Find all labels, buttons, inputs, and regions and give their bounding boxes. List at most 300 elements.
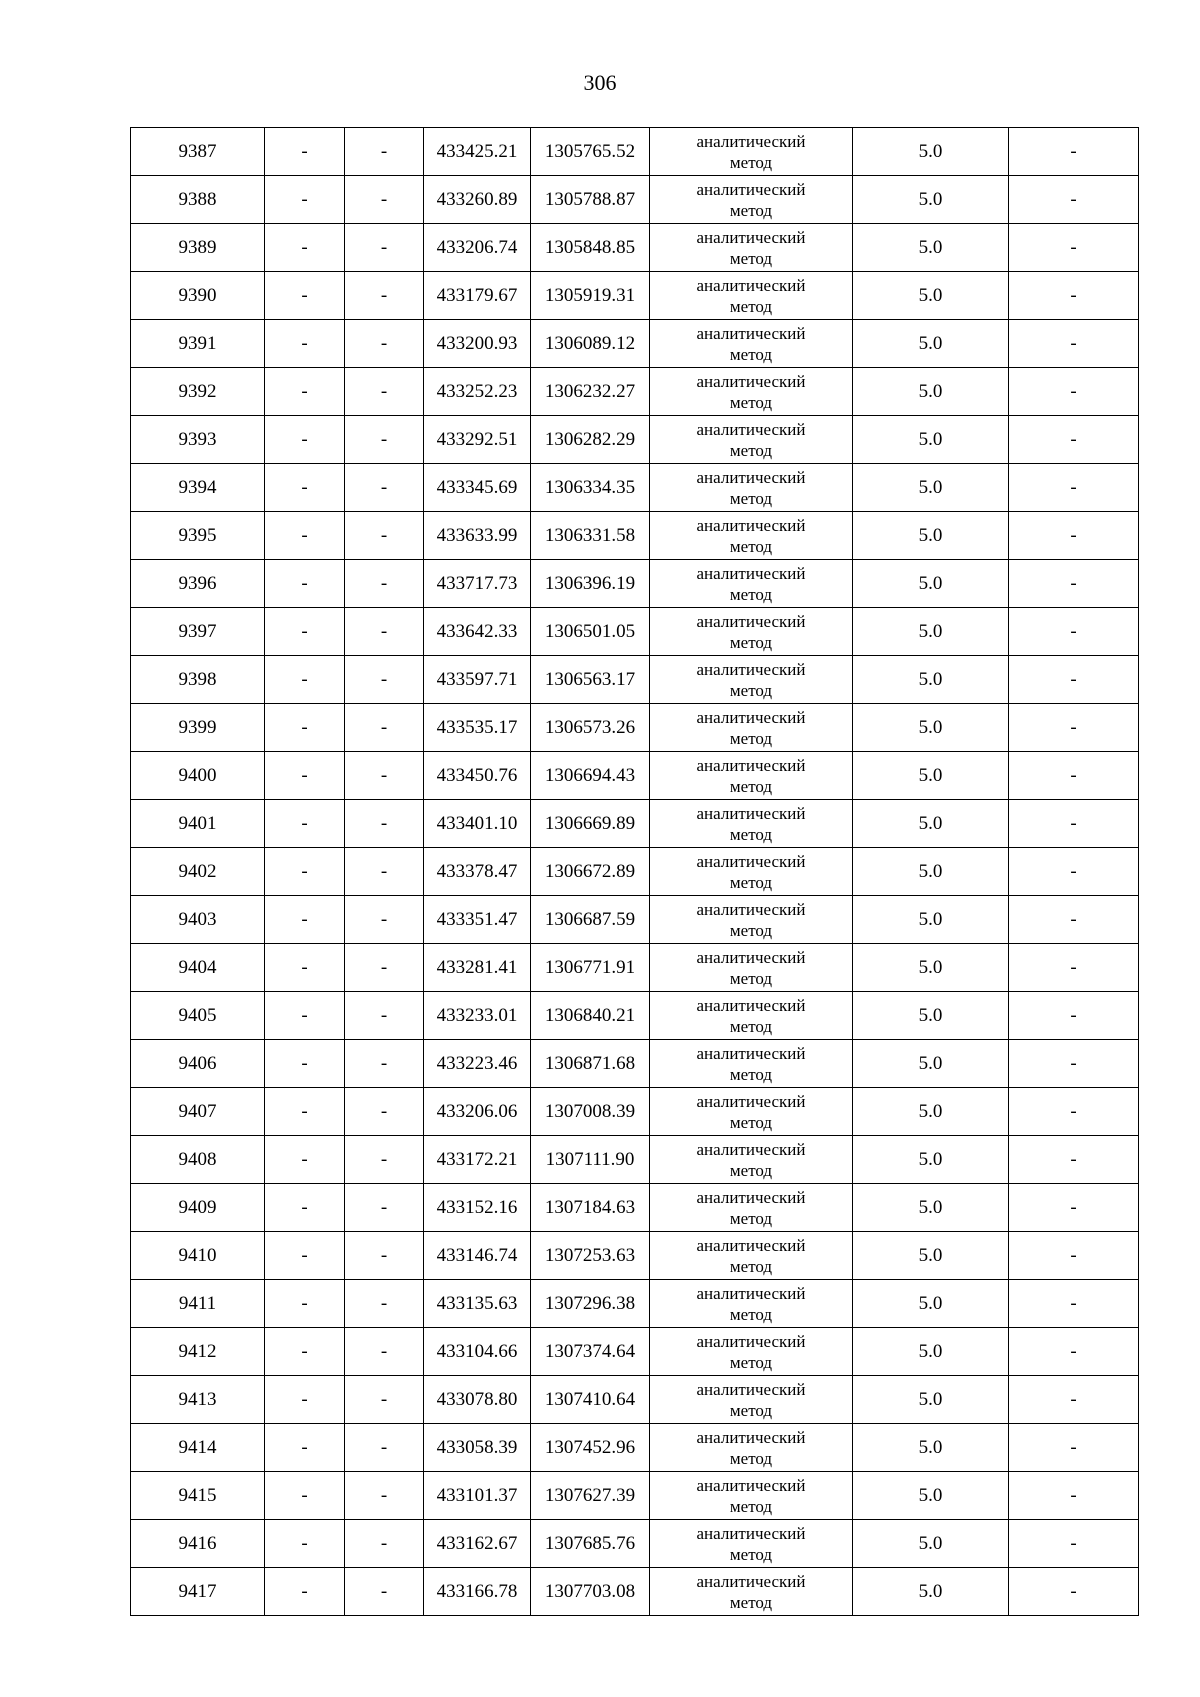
method-line-1: аналитический [696, 1523, 806, 1543]
y-coordinate-cell: 1306396.19 [531, 560, 650, 608]
empty-value-cell: - [265, 512, 345, 560]
table-row [131, 1136, 1139, 1184]
empty-value-cell: - [1009, 752, 1139, 800]
empty-value-cell: - [1009, 1328, 1139, 1376]
point-number-cell: 9405 [131, 992, 265, 1040]
method-line-2: метод [729, 1016, 773, 1036]
point-number-cell: 9395 [131, 512, 265, 560]
method-cell [650, 992, 853, 1040]
method-line-1: аналитический [696, 1283, 806, 1303]
x-coordinate-cell: 433292.51 [424, 416, 531, 464]
accuracy-cell: 5.0 [853, 1568, 1009, 1616]
y-coordinate-cell: 1307184.63 [531, 1184, 650, 1232]
method-cell [650, 752, 853, 800]
empty-value-cell: - [1009, 512, 1139, 560]
table-row [131, 1520, 1139, 1568]
point-number-cell: 9407 [131, 1088, 265, 1136]
x-coordinate-cell: 433200.93 [424, 320, 531, 368]
y-coordinate-cell: 1306687.59 [531, 896, 650, 944]
method-cell [650, 1568, 853, 1616]
point-number-cell: 9412 [131, 1328, 265, 1376]
accuracy-cell: 5.0 [853, 1280, 1009, 1328]
table-row [131, 368, 1139, 416]
method-line-1: аналитический [696, 1331, 806, 1351]
table-row [131, 752, 1139, 800]
accuracy-cell: 5.0 [853, 1184, 1009, 1232]
x-coordinate-cell: 433401.10 [424, 800, 531, 848]
method-line-1: аналитический [696, 707, 806, 727]
method-cell [650, 1184, 853, 1232]
accuracy-cell: 5.0 [853, 1472, 1009, 1520]
method-line-1: аналитический [696, 1235, 806, 1255]
accuracy-cell: 5.0 [853, 656, 1009, 704]
empty-value-cell: - [1009, 1472, 1139, 1520]
y-coordinate-cell: 1307111.90 [531, 1136, 650, 1184]
empty-value-cell: - [345, 752, 424, 800]
method-cell [650, 944, 853, 992]
x-coordinate-cell: 433146.74 [424, 1232, 531, 1280]
accuracy-cell: 5.0 [853, 1328, 1009, 1376]
accuracy-cell: 5.0 [853, 176, 1009, 224]
empty-value-cell: - [345, 1088, 424, 1136]
y-coordinate-cell: 1307627.39 [531, 1472, 650, 1520]
method-line-2: метод [729, 248, 773, 268]
method-line-2: метод [729, 776, 773, 796]
method-line-2: метод [729, 1544, 773, 1564]
method-line-1: аналитический [696, 1475, 806, 1495]
x-coordinate-cell: 433597.71 [424, 656, 531, 704]
accuracy-cell: 5.0 [853, 1232, 1009, 1280]
empty-value-cell: - [265, 1088, 345, 1136]
method-line-1: аналитический [696, 1139, 806, 1159]
empty-value-cell: - [265, 992, 345, 1040]
empty-value-cell: - [265, 800, 345, 848]
y-coordinate-cell: 1306871.68 [531, 1040, 650, 1088]
method-cell [650, 656, 853, 704]
empty-value-cell: - [1009, 224, 1139, 272]
empty-value-cell: - [345, 1184, 424, 1232]
x-coordinate-cell: 433172.21 [424, 1136, 531, 1184]
accuracy-cell: 5.0 [853, 752, 1009, 800]
empty-value-cell: - [345, 656, 424, 704]
empty-value-cell: - [1009, 128, 1139, 176]
empty-value-cell: - [265, 1280, 345, 1328]
x-coordinate-cell: 433101.37 [424, 1472, 531, 1520]
y-coordinate-cell: 1307374.64 [531, 1328, 650, 1376]
empty-value-cell: - [345, 704, 424, 752]
table-row [131, 224, 1139, 272]
accuracy-cell: 5.0 [853, 608, 1009, 656]
x-coordinate-cell: 433152.16 [424, 1184, 531, 1232]
empty-value-cell: - [1009, 1232, 1139, 1280]
table-row [131, 464, 1139, 512]
y-coordinate-cell: 1306694.43 [531, 752, 650, 800]
method-line-2: метод [729, 1160, 773, 1180]
y-coordinate-cell: 1307685.76 [531, 1520, 650, 1568]
empty-value-cell: - [265, 1376, 345, 1424]
empty-value-cell: - [345, 1472, 424, 1520]
method-cell [650, 1424, 853, 1472]
accuracy-cell: 5.0 [853, 848, 1009, 896]
empty-value-cell: - [265, 176, 345, 224]
method-line-2: метод [729, 920, 773, 940]
method-line-2: метод [729, 872, 773, 892]
method-line-2: метод [729, 728, 773, 748]
method-cell [650, 1232, 853, 1280]
method-cell [650, 1520, 853, 1568]
x-coordinate-cell: 433351.47 [424, 896, 531, 944]
empty-value-cell: - [345, 320, 424, 368]
y-coordinate-cell: 1305848.85 [531, 224, 650, 272]
method-cell [650, 512, 853, 560]
method-line-2: метод [729, 584, 773, 604]
x-coordinate-cell: 433260.89 [424, 176, 531, 224]
method-cell [650, 1040, 853, 1088]
point-number-cell: 9404 [131, 944, 265, 992]
y-coordinate-cell: 1307253.63 [531, 1232, 650, 1280]
x-coordinate-cell: 433450.76 [424, 752, 531, 800]
empty-value-cell: - [265, 656, 345, 704]
empty-value-cell: - [265, 1472, 345, 1520]
point-number-cell: 9393 [131, 416, 265, 464]
method-line-2: метод [729, 1352, 773, 1372]
table-row [131, 944, 1139, 992]
empty-value-cell: - [1009, 1376, 1139, 1424]
x-coordinate-cell: 433206.06 [424, 1088, 531, 1136]
empty-value-cell: - [345, 800, 424, 848]
empty-value-cell: - [345, 944, 424, 992]
point-number-cell: 9391 [131, 320, 265, 368]
method-cell [650, 128, 853, 176]
method-line-1: аналитический [696, 803, 806, 823]
method-cell [650, 1280, 853, 1328]
table-row [131, 992, 1139, 1040]
table-row [131, 416, 1139, 464]
table-row [131, 512, 1139, 560]
point-number-cell: 9406 [131, 1040, 265, 1088]
empty-value-cell: - [1009, 1520, 1139, 1568]
method-line-2: метод [729, 536, 773, 556]
method-cell [650, 800, 853, 848]
point-number-cell: 9413 [131, 1376, 265, 1424]
x-coordinate-cell: 433535.17 [424, 704, 531, 752]
y-coordinate-cell: 1305765.52 [531, 128, 650, 176]
method-cell [650, 560, 853, 608]
method-line-2: метод [729, 1592, 773, 1612]
empty-value-cell: - [345, 512, 424, 560]
empty-value-cell: - [1009, 896, 1139, 944]
table-row [131, 128, 1139, 176]
method-line-2: метод [729, 1208, 773, 1228]
y-coordinate-cell: 1306501.05 [531, 608, 650, 656]
empty-value-cell: - [1009, 1088, 1139, 1136]
table-row [131, 1184, 1139, 1232]
method-cell [650, 416, 853, 464]
accuracy-cell: 5.0 [853, 1424, 1009, 1472]
empty-value-cell: - [345, 848, 424, 896]
table-row [131, 1088, 1139, 1136]
y-coordinate-cell: 1305788.87 [531, 176, 650, 224]
empty-value-cell: - [265, 464, 345, 512]
method-line-1: аналитический [696, 995, 806, 1015]
x-coordinate-cell: 433104.66 [424, 1328, 531, 1376]
y-coordinate-cell: 1306282.29 [531, 416, 650, 464]
method-cell [650, 1376, 853, 1424]
empty-value-cell: - [265, 1568, 345, 1616]
method-line-2: метод [729, 680, 773, 700]
method-line-2: метод [729, 392, 773, 412]
x-coordinate-cell: 433717.73 [424, 560, 531, 608]
empty-value-cell: - [265, 1040, 345, 1088]
point-number-cell: 9397 [131, 608, 265, 656]
x-coordinate-cell: 433378.47 [424, 848, 531, 896]
point-number-cell: 9408 [131, 1136, 265, 1184]
y-coordinate-cell: 1307452.96 [531, 1424, 650, 1472]
method-cell [650, 1136, 853, 1184]
x-coordinate-cell: 433135.63 [424, 1280, 531, 1328]
method-cell [650, 848, 853, 896]
empty-value-cell: - [345, 416, 424, 464]
point-number-cell: 9409 [131, 1184, 265, 1232]
accuracy-cell: 5.0 [853, 368, 1009, 416]
empty-value-cell: - [345, 1568, 424, 1616]
accuracy-cell: 5.0 [853, 464, 1009, 512]
page-number: 306 [583, 70, 617, 95]
accuracy-cell: 5.0 [853, 512, 1009, 560]
empty-value-cell: - [265, 368, 345, 416]
table-row [131, 320, 1139, 368]
x-coordinate-cell: 433078.80 [424, 1376, 531, 1424]
method-line-1: аналитический [696, 179, 806, 199]
method-line-1: аналитический [696, 275, 806, 295]
method-line-1: аналитический [696, 227, 806, 247]
accuracy-cell: 5.0 [853, 1136, 1009, 1184]
point-number-cell: 9396 [131, 560, 265, 608]
empty-value-cell: - [345, 1424, 424, 1472]
method-line-1: аналитический [696, 1187, 806, 1207]
empty-value-cell: - [265, 128, 345, 176]
accuracy-cell: 5.0 [853, 800, 1009, 848]
empty-value-cell: - [1009, 416, 1139, 464]
empty-value-cell: - [345, 464, 424, 512]
x-coordinate-cell: 433345.69 [424, 464, 531, 512]
empty-value-cell: - [1009, 992, 1139, 1040]
table-row [131, 176, 1139, 224]
accuracy-cell: 5.0 [853, 944, 1009, 992]
method-cell [650, 608, 853, 656]
method-line-1: аналитический [696, 1427, 806, 1447]
method-cell [650, 1088, 853, 1136]
empty-value-cell: - [345, 1136, 424, 1184]
empty-value-cell: - [1009, 560, 1139, 608]
method-line-2: метод [729, 1256, 773, 1276]
method-line-1: аналитический [696, 371, 806, 391]
accuracy-cell: 5.0 [853, 1376, 1009, 1424]
method-line-2: метод [729, 1064, 773, 1084]
empty-value-cell: - [1009, 1424, 1139, 1472]
method-line-1: аналитический [696, 1379, 806, 1399]
empty-value-cell: - [345, 1376, 424, 1424]
table-row [131, 1376, 1139, 1424]
empty-value-cell: - [1009, 704, 1139, 752]
empty-value-cell: - [265, 896, 345, 944]
method-cell [650, 464, 853, 512]
x-coordinate-cell: 433162.67 [424, 1520, 531, 1568]
point-number-cell: 9389 [131, 224, 265, 272]
method-line-2: метод [729, 1112, 773, 1132]
empty-value-cell: - [1009, 848, 1139, 896]
table-row [131, 1040, 1139, 1088]
method-line-1: аналитический [696, 563, 806, 583]
y-coordinate-cell: 1305919.31 [531, 272, 650, 320]
method-line-2: метод [729, 968, 773, 988]
method-line-1: аналитический [696, 1043, 806, 1063]
point-number-cell: 9402 [131, 848, 265, 896]
method-line-2: метод [729, 1496, 773, 1516]
table-row [131, 1568, 1139, 1616]
accuracy-cell: 5.0 [853, 896, 1009, 944]
empty-value-cell: - [1009, 944, 1139, 992]
y-coordinate-cell: 1307008.39 [531, 1088, 650, 1136]
y-coordinate-cell: 1306771.91 [531, 944, 650, 992]
method-line-2: метод [729, 488, 773, 508]
accuracy-cell: 5.0 [853, 416, 1009, 464]
method-line-2: метод [729, 824, 773, 844]
point-number-cell: 9403 [131, 896, 265, 944]
empty-value-cell: - [265, 560, 345, 608]
table-row [131, 800, 1139, 848]
method-line-2: метод [729, 152, 773, 172]
empty-value-cell: - [345, 1040, 424, 1088]
empty-value-cell: - [265, 320, 345, 368]
y-coordinate-cell: 1306563.17 [531, 656, 650, 704]
empty-value-cell: - [1009, 176, 1139, 224]
x-coordinate-cell: 433179.67 [424, 272, 531, 320]
empty-value-cell: - [345, 176, 424, 224]
method-line-1: аналитический [696, 851, 806, 871]
empty-value-cell: - [265, 1232, 345, 1280]
empty-value-cell: - [345, 128, 424, 176]
point-number-cell: 9401 [131, 800, 265, 848]
table-row [131, 1328, 1139, 1376]
table-row [131, 1232, 1139, 1280]
coordinates-table [130, 127, 1139, 1616]
empty-value-cell: - [265, 944, 345, 992]
empty-value-cell: - [265, 848, 345, 896]
empty-value-cell: - [1009, 1280, 1139, 1328]
x-coordinate-cell: 433252.23 [424, 368, 531, 416]
y-coordinate-cell: 1306334.35 [531, 464, 650, 512]
empty-value-cell: - [1009, 656, 1139, 704]
empty-value-cell: - [265, 1520, 345, 1568]
table-row [131, 848, 1139, 896]
accuracy-cell: 5.0 [853, 224, 1009, 272]
empty-value-cell: - [345, 1232, 424, 1280]
point-number-cell: 9388 [131, 176, 265, 224]
table-row [131, 896, 1139, 944]
method-line-1: аналитический [696, 515, 806, 535]
method-line-2: метод [729, 344, 773, 364]
method-cell [650, 176, 853, 224]
x-coordinate-cell: 433223.46 [424, 1040, 531, 1088]
method-line-1: аналитический [696, 947, 806, 967]
method-line-1: аналитический [696, 1091, 806, 1111]
empty-value-cell: - [345, 896, 424, 944]
empty-value-cell: - [345, 1328, 424, 1376]
empty-value-cell: - [265, 1328, 345, 1376]
method-cell [650, 320, 853, 368]
method-line-1: аналитический [696, 755, 806, 775]
table-body [131, 128, 1139, 1616]
table-row [131, 704, 1139, 752]
x-coordinate-cell: 433642.33 [424, 608, 531, 656]
x-coordinate-cell: 433233.01 [424, 992, 531, 1040]
accuracy-cell: 5.0 [853, 128, 1009, 176]
method-line-1: аналитический [696, 131, 806, 151]
method-line-2: метод [729, 632, 773, 652]
accuracy-cell: 5.0 [853, 320, 1009, 368]
accuracy-cell: 5.0 [853, 1088, 1009, 1136]
y-coordinate-cell: 1306672.89 [531, 848, 650, 896]
method-line-1: аналитический [696, 899, 806, 919]
y-coordinate-cell: 1306089.12 [531, 320, 650, 368]
x-coordinate-cell: 433058.39 [424, 1424, 531, 1472]
empty-value-cell: - [345, 608, 424, 656]
empty-value-cell: - [265, 1424, 345, 1472]
empty-value-cell: - [265, 1184, 345, 1232]
method-cell [650, 368, 853, 416]
empty-value-cell: - [345, 272, 424, 320]
method-line-2: метод [729, 296, 773, 316]
empty-value-cell: - [1009, 1136, 1139, 1184]
y-coordinate-cell: 1307410.64 [531, 1376, 650, 1424]
point-number-cell: 9400 [131, 752, 265, 800]
table-row [131, 272, 1139, 320]
y-coordinate-cell: 1306840.21 [531, 992, 650, 1040]
accuracy-cell: 5.0 [853, 992, 1009, 1040]
point-number-cell: 9416 [131, 1520, 265, 1568]
point-number-cell: 9415 [131, 1472, 265, 1520]
method-line-2: метод [729, 1304, 773, 1324]
accuracy-cell: 5.0 [853, 272, 1009, 320]
x-coordinate-cell: 433206.74 [424, 224, 531, 272]
point-number-cell: 9387 [131, 128, 265, 176]
x-coordinate-cell: 433633.99 [424, 512, 531, 560]
point-number-cell: 9417 [131, 1568, 265, 1616]
empty-value-cell: - [265, 704, 345, 752]
table-row [131, 560, 1139, 608]
y-coordinate-cell: 1306573.26 [531, 704, 650, 752]
empty-value-cell: - [1009, 1568, 1139, 1616]
empty-value-cell: - [265, 272, 345, 320]
table-row [131, 1280, 1139, 1328]
method-cell [650, 1328, 853, 1376]
empty-value-cell: - [1009, 1040, 1139, 1088]
empty-value-cell: - [1009, 272, 1139, 320]
method-line-2: метод [729, 1448, 773, 1468]
method-line-2: метод [729, 440, 773, 460]
y-coordinate-cell: 1307703.08 [531, 1568, 650, 1616]
y-coordinate-cell: 1307296.38 [531, 1280, 650, 1328]
point-number-cell: 9399 [131, 704, 265, 752]
y-coordinate-cell: 1306232.27 [531, 368, 650, 416]
point-number-cell: 9390 [131, 272, 265, 320]
empty-value-cell: - [1009, 800, 1139, 848]
empty-value-cell: - [1009, 1184, 1139, 1232]
table-row [131, 656, 1139, 704]
empty-value-cell: - [345, 368, 424, 416]
point-number-cell: 9411 [131, 1280, 265, 1328]
